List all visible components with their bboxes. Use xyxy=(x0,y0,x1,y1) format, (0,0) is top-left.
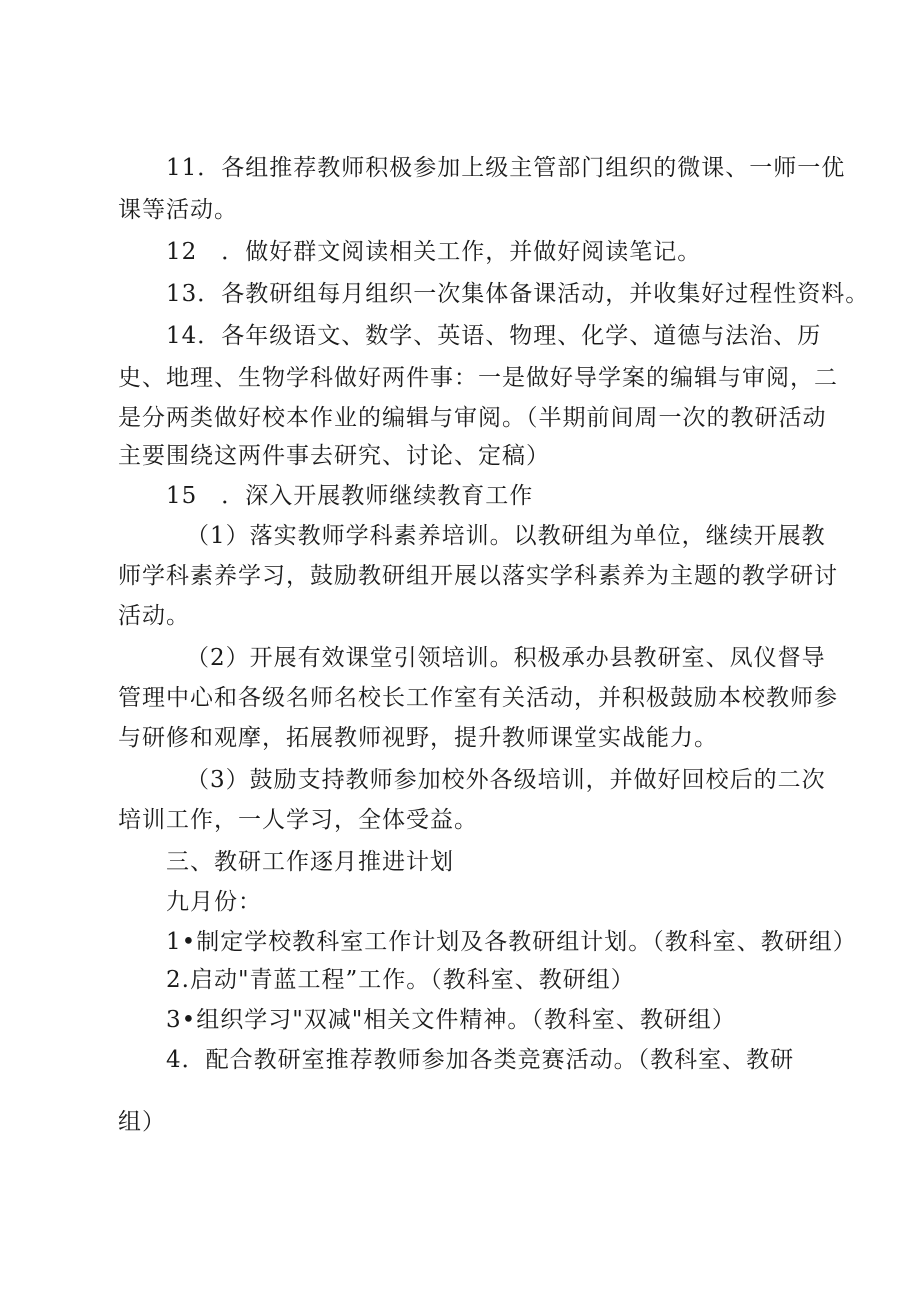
item-11-line-1: 11．各组推荐教师积极参加上级主管部门组织的微课、一师一优 xyxy=(166,155,846,181)
item-12: 12 ．做好群文阅读相关工作，并做好阅读笔记。 xyxy=(166,239,702,265)
month-heading-september: 九月份： xyxy=(166,889,262,915)
september-item-4-line-2: 组） xyxy=(118,1109,166,1135)
item-14-line-3: 是分两类做好校本作业的编辑与审阅。（半期前间周一次的教研活动 xyxy=(118,405,827,431)
sub-item-1-line-3: 活动。 xyxy=(118,603,190,629)
september-item-3: 3•组织学习"双减"相关文件精神。（教科室、教研组） xyxy=(166,1007,736,1033)
sub-item-2-line-2: 管理中心和各级名师名校长工作室有关活动，并积极鼓励本校教师参 xyxy=(118,685,838,711)
sub-item-3-line-2: 培训工作，一人学习，全体受益。 xyxy=(118,807,478,833)
sub-item-1-line-1: （1）落实教师学科素养培训。以教研组为单位，继续开展教 xyxy=(186,523,826,549)
september-item-2: 2.启动"青蓝工程”工作。（教科室、教研组） xyxy=(166,967,635,993)
item-13: 13．各教研组每月组织一次集体备课活动，并收集好过程性资料。 xyxy=(166,281,870,307)
sub-item-2-line-3: 与研修和观摩，拓展教师视野，提升教师课堂实战能力。 xyxy=(118,725,718,751)
september-item-1: 1•制定学校教科室工作计划及各教研组计划。（教科室、教研组） xyxy=(166,929,857,955)
item-14-line-2: 史、地理、生物学科做好两件事：一是做好导学案的编辑与审阅，二 xyxy=(118,365,838,391)
item-15: 15 ．深入开展教师继续教育工作 xyxy=(166,483,534,509)
sub-item-1-line-2: 师学科素养学习，鼓励教研组开展以落实学科素养为主题的教学研讨 xyxy=(118,563,838,589)
item-11-line-2: 课等活动。 xyxy=(118,197,238,223)
september-item-4-line-1: 4．配合教研室推荐教师参加各类竞赛活动。（教科室、教研 xyxy=(166,1047,795,1073)
sub-item-2-line-1: （2）开展有效课堂引领培训。积极承办县教研室、凤仪督导 xyxy=(186,645,826,671)
section-heading-3: 三、教研工作逐月推进计划 xyxy=(166,849,454,875)
sub-item-3-line-1: （3）鼓励支持教师参加校外各级培训，并做好回校后的二次 xyxy=(186,767,826,793)
item-14-line-4: 主要围绕这两件事去研究、讨论、定稿） xyxy=(118,443,550,469)
item-14-line-1: 14．各年级语文、数学、英语、物理、化学、道德与法治、历 xyxy=(166,323,822,349)
